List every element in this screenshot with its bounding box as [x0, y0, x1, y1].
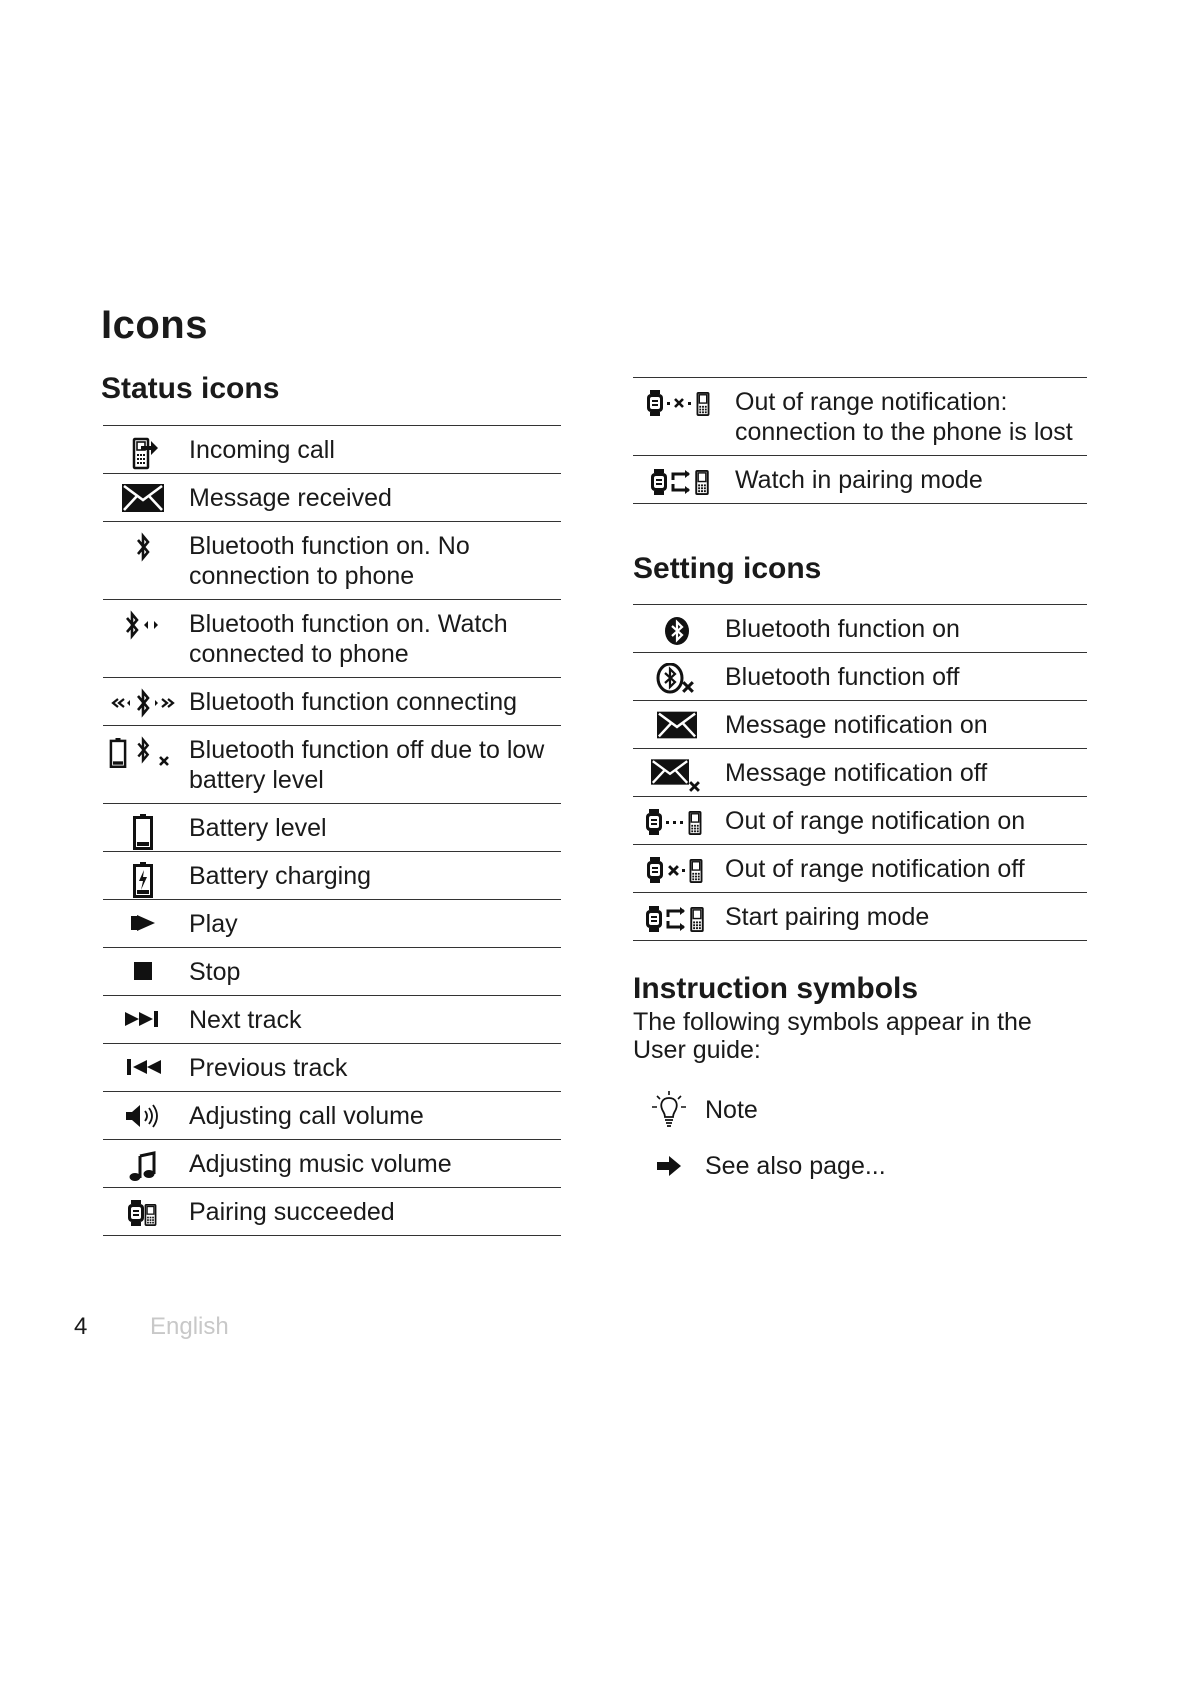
table-row	[103, 804, 561, 852]
bluetooth-connected-icon	[122, 610, 164, 640]
status-label: Battery level	[189, 814, 327, 842]
out-of-range-on-icon	[644, 807, 710, 837]
status-label: Bluetooth function connecting	[189, 688, 518, 716]
setting-label: Message notification on	[725, 711, 988, 739]
setting-icons-table	[633, 604, 1087, 941]
status-icons-continued-table	[633, 377, 1087, 504]
previous-track-icon	[123, 1054, 163, 1080]
music-volume-icon	[128, 1150, 158, 1182]
bluetooth-icon	[135, 532, 151, 562]
bluetooth-off-low-battery-icon	[109, 736, 177, 770]
table-row	[103, 426, 561, 474]
setting-label: Start pairing mode	[725, 903, 930, 931]
table-row	[103, 996, 561, 1044]
status-label: Bluetooth function on. No connection to phone	[189, 532, 470, 590]
battery-level-icon	[133, 814, 153, 850]
table-row	[103, 678, 561, 726]
table-row	[103, 726, 561, 804]
instruction-label: See also page...	[705, 1151, 886, 1180]
status-label: Message received	[189, 484, 392, 512]
table-row	[633, 797, 1087, 845]
instruction-symbols-heading: Instruction symbols	[633, 972, 919, 1005]
status-label: Incoming call	[189, 436, 335, 464]
bluetooth-off-icon	[656, 663, 698, 695]
status-label: Next track	[189, 1006, 302, 1034]
message-notification-on-icon	[657, 711, 697, 739]
table-row	[103, 474, 561, 522]
table-row	[103, 1188, 561, 1236]
setting-label: Bluetooth function off	[725, 663, 960, 691]
table-row	[633, 845, 1087, 893]
table-row	[103, 852, 561, 900]
out-of-range-lost-icon	[645, 388, 719, 418]
table-row	[633, 605, 1087, 653]
status-label: Previous track	[189, 1054, 348, 1082]
list-item	[633, 1082, 886, 1138]
footer-language: English	[150, 1313, 229, 1340]
page-title: Icons	[101, 303, 208, 347]
call-volume-icon	[123, 1102, 163, 1130]
pairing-mode-icon	[649, 466, 715, 498]
status-label: Bluetooth function off due to low battery level	[189, 736, 545, 794]
play-icon	[129, 910, 157, 936]
table-row	[633, 749, 1087, 797]
setting-label: Out of range notification on	[725, 807, 1026, 835]
table-row	[103, 1140, 561, 1188]
status-label: Stop	[189, 958, 241, 986]
status-label: Out of range notification: connection to the phone is lost	[735, 388, 1073, 446]
lightbulb-icon	[649, 1090, 689, 1130]
incoming-call-icon	[127, 436, 159, 470]
stop-icon	[131, 958, 155, 984]
table-row	[103, 600, 561, 678]
status-label: Play	[189, 910, 238, 938]
pairing-succeeded-icon	[126, 1198, 160, 1228]
setting-label: Out of range notification off	[725, 855, 1025, 883]
instruction-symbols-list	[633, 1082, 886, 1194]
table-row	[103, 900, 561, 948]
next-track-icon	[123, 1006, 163, 1032]
out-of-range-off-icon	[645, 855, 709, 885]
table-row	[633, 701, 1087, 749]
status-label: Watch in pairing mode	[735, 466, 983, 494]
table-row	[633, 653, 1087, 701]
instruction-symbols-description: The following symbols appear in the User guide:	[633, 1008, 1032, 1064]
battery-charging-icon	[133, 862, 153, 898]
setting-label: Message notification off	[725, 759, 988, 787]
table-row	[633, 893, 1087, 941]
message-notification-off-icon	[651, 759, 703, 793]
page-number: 4	[74, 1313, 88, 1340]
status-label: Adjusting music volume	[189, 1150, 452, 1178]
table-row	[103, 1044, 561, 1092]
table-row	[103, 1092, 561, 1140]
instruction-label: Note	[705, 1095, 758, 1124]
setting-icons-heading: Setting icons	[633, 552, 822, 585]
status-icons-heading: Status icons	[101, 372, 280, 405]
table-row	[633, 378, 1087, 456]
status-label: Bluetooth function on. Watch connected to phone	[189, 610, 508, 668]
arrow-right-icon	[655, 1153, 683, 1179]
bluetooth-on-icon	[663, 615, 691, 647]
status-label: Pairing succeeded	[189, 1198, 395, 1226]
status-label: Adjusting call volume	[189, 1102, 424, 1130]
table-row	[103, 948, 561, 996]
status-icons-table	[103, 425, 561, 1236]
status-label: Battery charging	[189, 862, 372, 890]
setting-label: Bluetooth function on	[725, 615, 960, 643]
table-row	[633, 456, 1087, 504]
table-row	[103, 522, 561, 600]
bluetooth-connecting-icon	[108, 688, 178, 718]
list-item	[633, 1138, 886, 1194]
message-received-icon	[122, 484, 164, 512]
start-pairing-icon	[644, 903, 710, 935]
